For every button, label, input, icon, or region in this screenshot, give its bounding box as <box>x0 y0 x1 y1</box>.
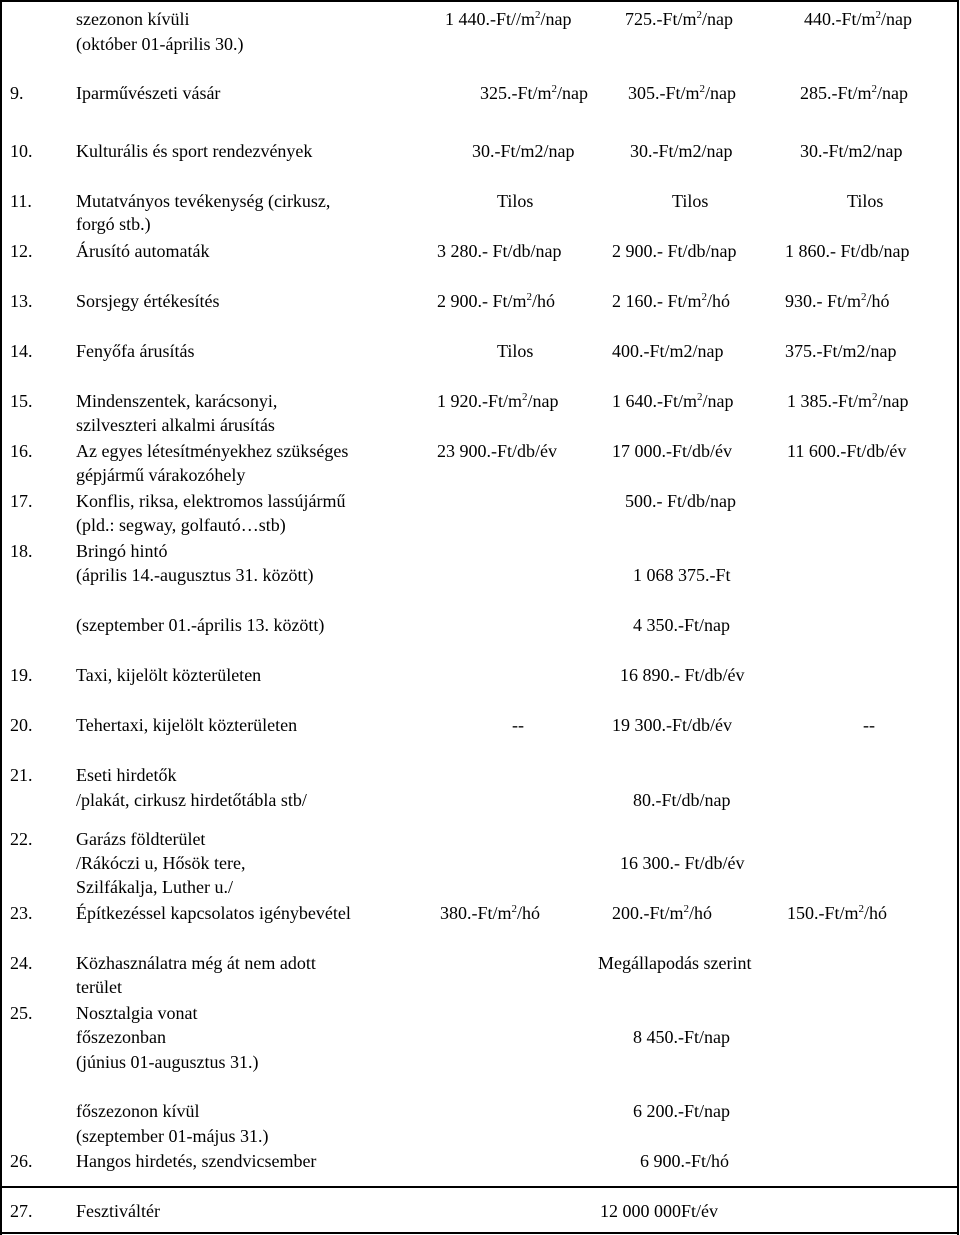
item-label: szilveszteri alkalmi árusítás <box>76 415 275 435</box>
item-label: terület <box>76 977 122 997</box>
row-number: 13. <box>10 291 33 311</box>
price-cell: 80.-Ft/db/nap <box>633 790 731 810</box>
row-number: 18. <box>10 541 33 561</box>
item-label: Iparművészeti vásár <box>76 83 221 103</box>
price-cell: Tilos <box>672 191 709 211</box>
price-cell: Tilos <box>497 191 534 211</box>
price-cell: $305.-Ft/m^2$/nap <box>628 83 737 103</box>
table-border-left <box>0 0 2 1235</box>
price-cell: 11 600.-Ft/db/év <box>787 441 907 461</box>
price-cell: 16 300.- Ft/db/év <box>620 853 745 873</box>
row-number: 12. <box>10 241 33 261</box>
item-label: Konflis, riksa, elektromos lassújármű <box>76 491 346 511</box>
row-number: 16. <box>10 441 33 461</box>
price-cell: 8 450.-Ft/nap <box>633 1027 730 1047</box>
price-cell: 4 350.-Ft/nap <box>633 615 730 635</box>
price-cell: 400.-Ft/m2/nap <box>612 341 724 361</box>
row-number: 21. <box>10 765 33 785</box>
price-cell: $380.-Ft/m^2/hó$ <box>440 903 541 923</box>
price-cell: 19 300.-Ft/db/év <box>612 715 732 735</box>
item-label: /Rákóczi u, Hősök tere, <box>76 853 246 873</box>
row-number: 17. <box>10 491 33 511</box>
price-cell: 30.-Ft/m2/nap <box>800 141 903 161</box>
row-number: 23. <box>10 903 33 923</box>
item-label: főszezonban <box>76 1027 166 1047</box>
row-number: 20. <box>10 715 33 735</box>
item-label: forgó stb.) <box>76 214 151 234</box>
price-cell: 17 000.-Ft/db/év <box>612 441 732 461</box>
price-cell: 30.-Ft/m2/nap <box>630 141 733 161</box>
price-cell: 375.-Ft/m2/nap <box>785 341 897 361</box>
table-border-right <box>957 0 959 1235</box>
price-cell: 1 $385.-Ft/m^2$/nap <box>787 391 909 411</box>
item-label: Taxi, kijelölt közterületen <box>76 665 262 685</box>
item-label: Szilfákalja, Luther u./ <box>76 877 233 897</box>
price-cell: 930.- $Ft/m^2/hó$ <box>785 291 890 311</box>
price-cell: 2 160.- $Ft/m^2/hó$ <box>612 291 731 311</box>
price-cell: Tilos <box>847 191 884 211</box>
price-cell: 1 $920.-Ft/m^2$/nap <box>437 391 559 411</box>
item-label: Közhasználatra még át nem adott <box>76 953 316 973</box>
item-label: Tehertaxi, kijelölt közterületen <box>76 715 298 735</box>
item-label: Árusító automaták <box>76 241 210 261</box>
item-label: Eseti hirdetők <box>76 765 177 785</box>
item-label: Az egyes létesítményekhez szükséges <box>76 441 349 461</box>
price-cell: -- <box>512 715 524 735</box>
price-cell: 1 $640.-Ft/m^2$/nap <box>612 391 734 411</box>
item-label: (június 01-augusztus 31.) <box>76 1052 259 1072</box>
item-label: szezonon kívüli <box>76 9 190 29</box>
item-label: Nosztalgia vonat <box>76 1003 198 1023</box>
price-cell: 500.- Ft/db/nap <box>625 491 736 511</box>
row-number: 15. <box>10 391 33 411</box>
item-label: gépjármű várakozóhely <box>76 465 246 485</box>
price-cell: $285.-Ft/m^2$/nap <box>800 83 909 103</box>
row-number: 24. <box>10 953 33 973</box>
row-number: 22. <box>10 829 33 849</box>
row-number: 19. <box>10 665 33 685</box>
item-label: /plakát, cirkusz hirdetőtábla stb/ <box>76 790 307 810</box>
item-label: Fenyőfa árusítás <box>76 341 195 361</box>
item-label: Mindenszentek, karácsonyi, <box>76 391 278 411</box>
row-divider <box>2 1186 958 1188</box>
table-border-bottom <box>2 1232 958 1234</box>
row-number: 11. <box>10 191 32 211</box>
item-label: Bringó hintó <box>76 541 168 561</box>
price-cell: 2 900.- Ft/db/nap <box>612 241 737 261</box>
price-cell: 1 $440.-Ft//m^2$/nap <box>445 9 572 29</box>
item-label: Sorsjegy értékesítés <box>76 291 220 311</box>
item-label: Mutatványos tevékenység (cirkusz, <box>76 191 331 211</box>
price-cell: 6 200.-Ft/nap <box>633 1101 730 1121</box>
item-label: (szeptember 01.-április 13. között) <box>76 615 325 635</box>
row-number: 27. <box>10 1201 33 1221</box>
price-cell: Tilos <box>497 341 534 361</box>
item-label: főszezonon kívül <box>76 1101 200 1121</box>
price-cell: $150.-Ft/m^2/hó$ <box>787 903 888 923</box>
item-label: Hangos hirdetés, szendvicsember <box>76 1151 317 1171</box>
price-cell: $200.-Ft/m^2/hó$ <box>612 903 713 923</box>
price-cell: $325.-Ft/m^2$/nap <box>480 83 589 103</box>
row-number: 25. <box>10 1003 33 1023</box>
item-label: Építkezéssel kapcsolatos igénybevétel <box>76 903 351 923</box>
item-label: Garázs földterület <box>76 829 206 849</box>
item-label: (április 14.-augusztus 31. között) <box>76 565 314 585</box>
price-cell: 16 890.- Ft/db/év <box>620 665 745 685</box>
price-cell: Megállapodás szerint <box>598 953 752 973</box>
item-label: Fesztiváltér <box>76 1201 160 1221</box>
price-cell: 3 280.- Ft/db/nap <box>437 241 562 261</box>
price-cell: 6 900.-Ft/hó <box>640 1151 730 1171</box>
row-number: 14. <box>10 341 33 361</box>
price-cell: 1 068 375.-Ft <box>633 565 731 585</box>
price-cell: 30.-Ft/m2/nap <box>472 141 575 161</box>
item-label: (pld.: segway, golfautó…stb) <box>76 515 286 535</box>
table-border-top <box>2 0 958 2</box>
price-cell: 12 000 000Ft/év <box>600 1201 719 1221</box>
row-number: 26. <box>10 1151 33 1171</box>
price-cell: -- <box>863 715 875 735</box>
item-label: (október 01-április 30.) <box>76 34 244 54</box>
row-number: 9. <box>10 83 24 103</box>
item-label: (szeptember 01-május 31.) <box>76 1126 269 1146</box>
price-cell: $725.-Ft/m^2$/nap <box>625 9 734 29</box>
price-cell: $440.-Ft/m^2$/nap <box>804 9 913 29</box>
price-cell: 23 900.-Ft/db/év <box>437 441 557 461</box>
row-number: 10. <box>10 141 33 161</box>
price-cell: 1 860.- Ft/db/nap <box>785 241 910 261</box>
price-cell: 2 900.- $Ft/m^2/hó$ <box>437 291 556 311</box>
item-label: Kulturális és sport rendezvények <box>76 141 313 161</box>
